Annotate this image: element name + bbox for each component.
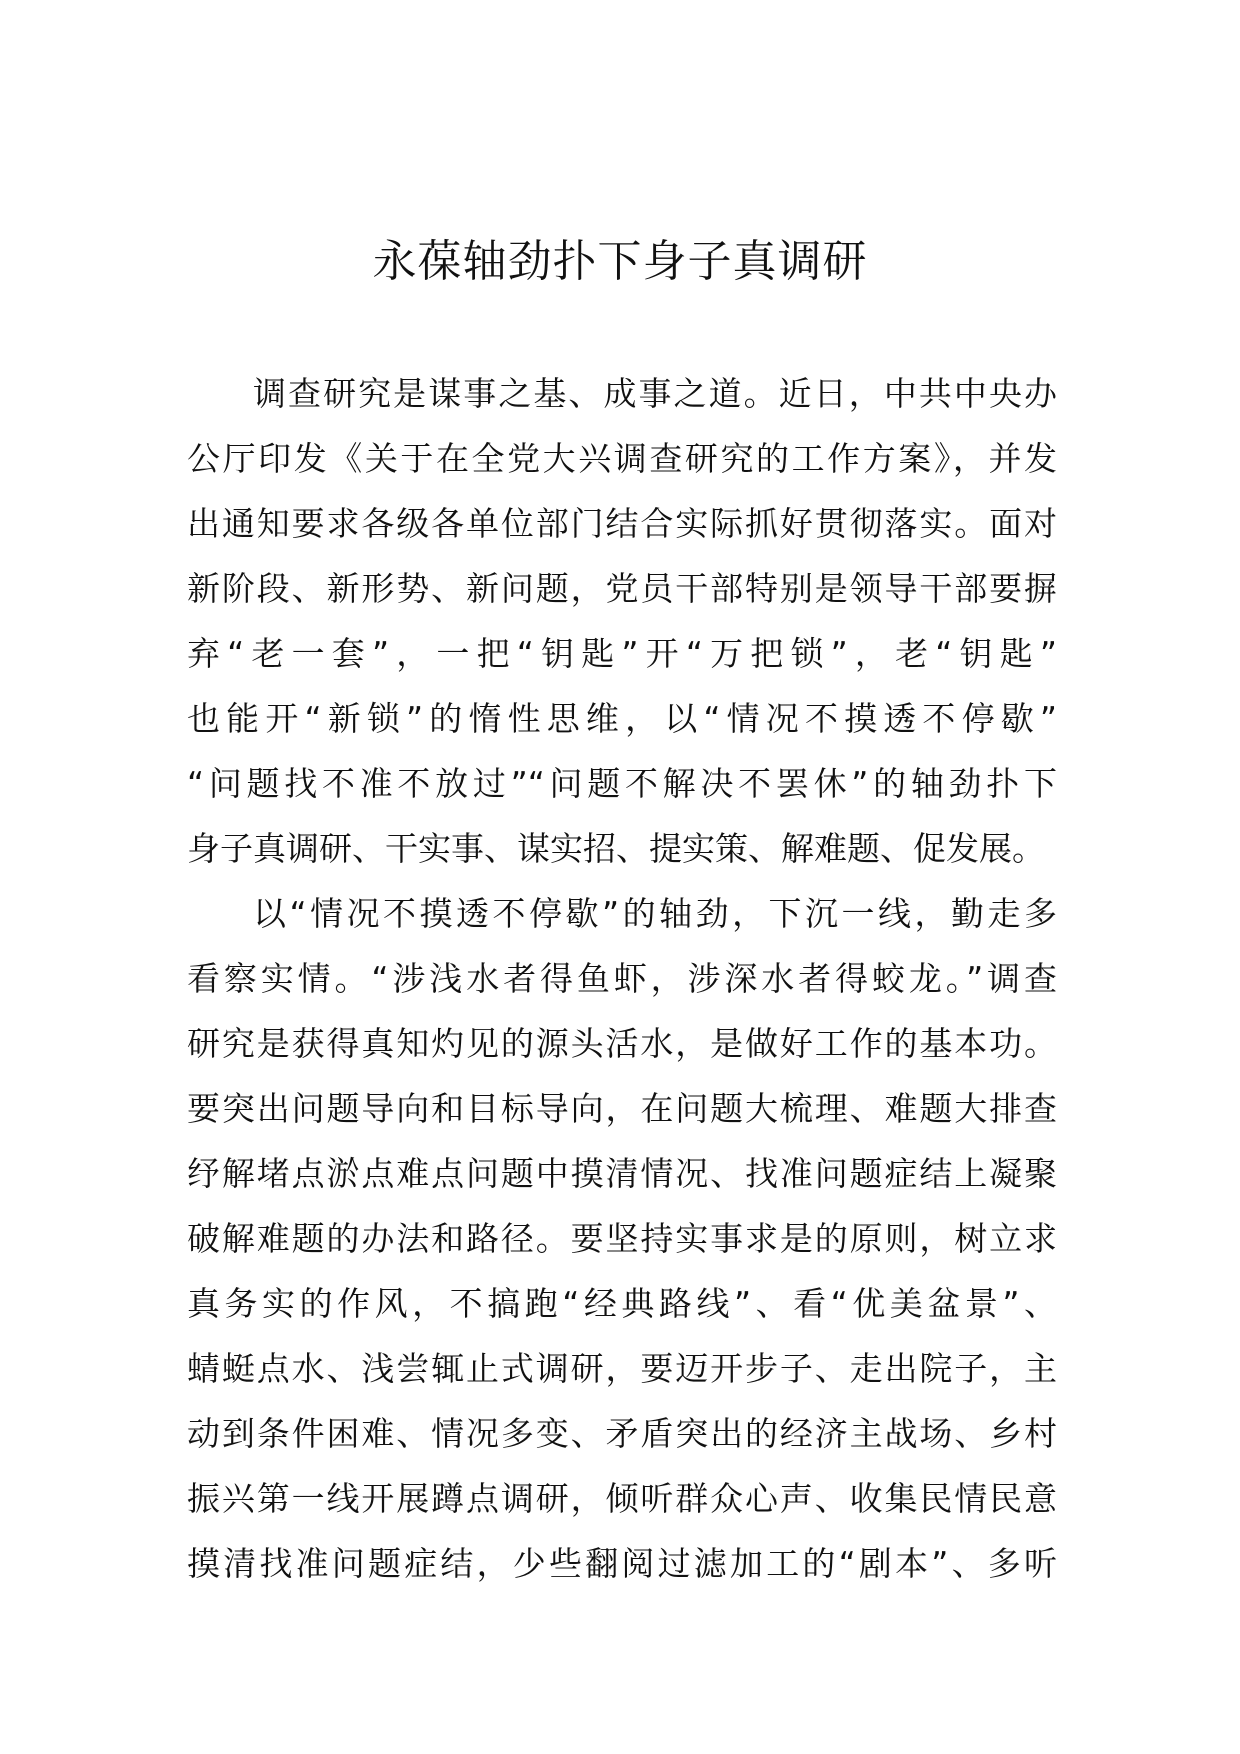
paragraph-2-line-8: 蜻蜓点水、浅尝辄止式调研，要迈开步子、走出院子，主 bbox=[187, 1349, 1057, 1388]
paragraph-2-line-4: 要突出问题导向和目标导向，在问题大梳理、难题大排查 bbox=[187, 1089, 1057, 1128]
paragraph-2-line-1: 以“情况不摸透不停歇”的轴劲，下沉一线，勤走多 bbox=[253, 894, 1057, 933]
paragraph-2-line-10: 振兴第一线开展蹲点调研，倾听群众心声、收集民情民意 bbox=[187, 1479, 1057, 1518]
paragraph-1-line-5: 弃“老一套”，一把“钥匙”开“万把锁”，老“钥匙” bbox=[187, 634, 1057, 673]
paragraph-2-line-11: 摸清找准问题症结，少些翻阅过滤加工的“剧本”、多听 bbox=[187, 1544, 1057, 1583]
paragraph-2-line-7: 真务实的作风，不搞跑“经典路线”、看“优美盆景”、 bbox=[187, 1284, 1057, 1323]
paragraph-1-line-3: 出通知要求各级各单位部门结合实际抓好贯彻落实。面对 bbox=[187, 504, 1057, 543]
paragraph-2-line-9: 动到条件困难、情况多变、矛盾突出的经济主战场、乡村 bbox=[187, 1414, 1057, 1453]
paragraph-2-line-5: 纾解堵点淤点难点问题中摸清情况、找准问题症结上凝聚 bbox=[187, 1154, 1057, 1193]
document-title: 永葆轴劲扑下身子真调研 bbox=[372, 236, 868, 287]
paragraph-1-line-4: 新阶段、新形势、新问题，党员干部特别是领导干部要摒 bbox=[187, 569, 1057, 608]
paragraph-1-line-7: “问题找不准不放过”“问题不解决不罢休”的轴劲扑下 bbox=[187, 764, 1057, 803]
paragraph-1-line-2: 公厅印发《关于在全党大兴调查研究的工作方案》，并发 bbox=[187, 439, 1057, 478]
paragraph-1-line-1: 调查研究是谋事之基、成事之道。近日，中共中央办 bbox=[253, 374, 1057, 413]
paragraph-2-line-3: 研究是获得真知灼见的源头活水，是做好工作的基本功。 bbox=[187, 1024, 1057, 1063]
paragraph-2-line-6: 破解难题的办法和路径。要坚持实事求是的原则，树立求 bbox=[187, 1219, 1057, 1258]
paragraph-2-line-2: 看察实情。“涉浅水者得鱼虾，涉深水者得蛟龙。”调查 bbox=[187, 959, 1057, 998]
paragraph-1-line-6: 也能开“新锁”的惰性思维，以“情况不摸透不停歇” bbox=[187, 699, 1057, 738]
paragraph-1-line-8: 身子真调研、干实事、谋实招、提实策、解难题、促发展。 bbox=[187, 829, 1045, 868]
document-body bbox=[187, 361, 1057, 1596]
